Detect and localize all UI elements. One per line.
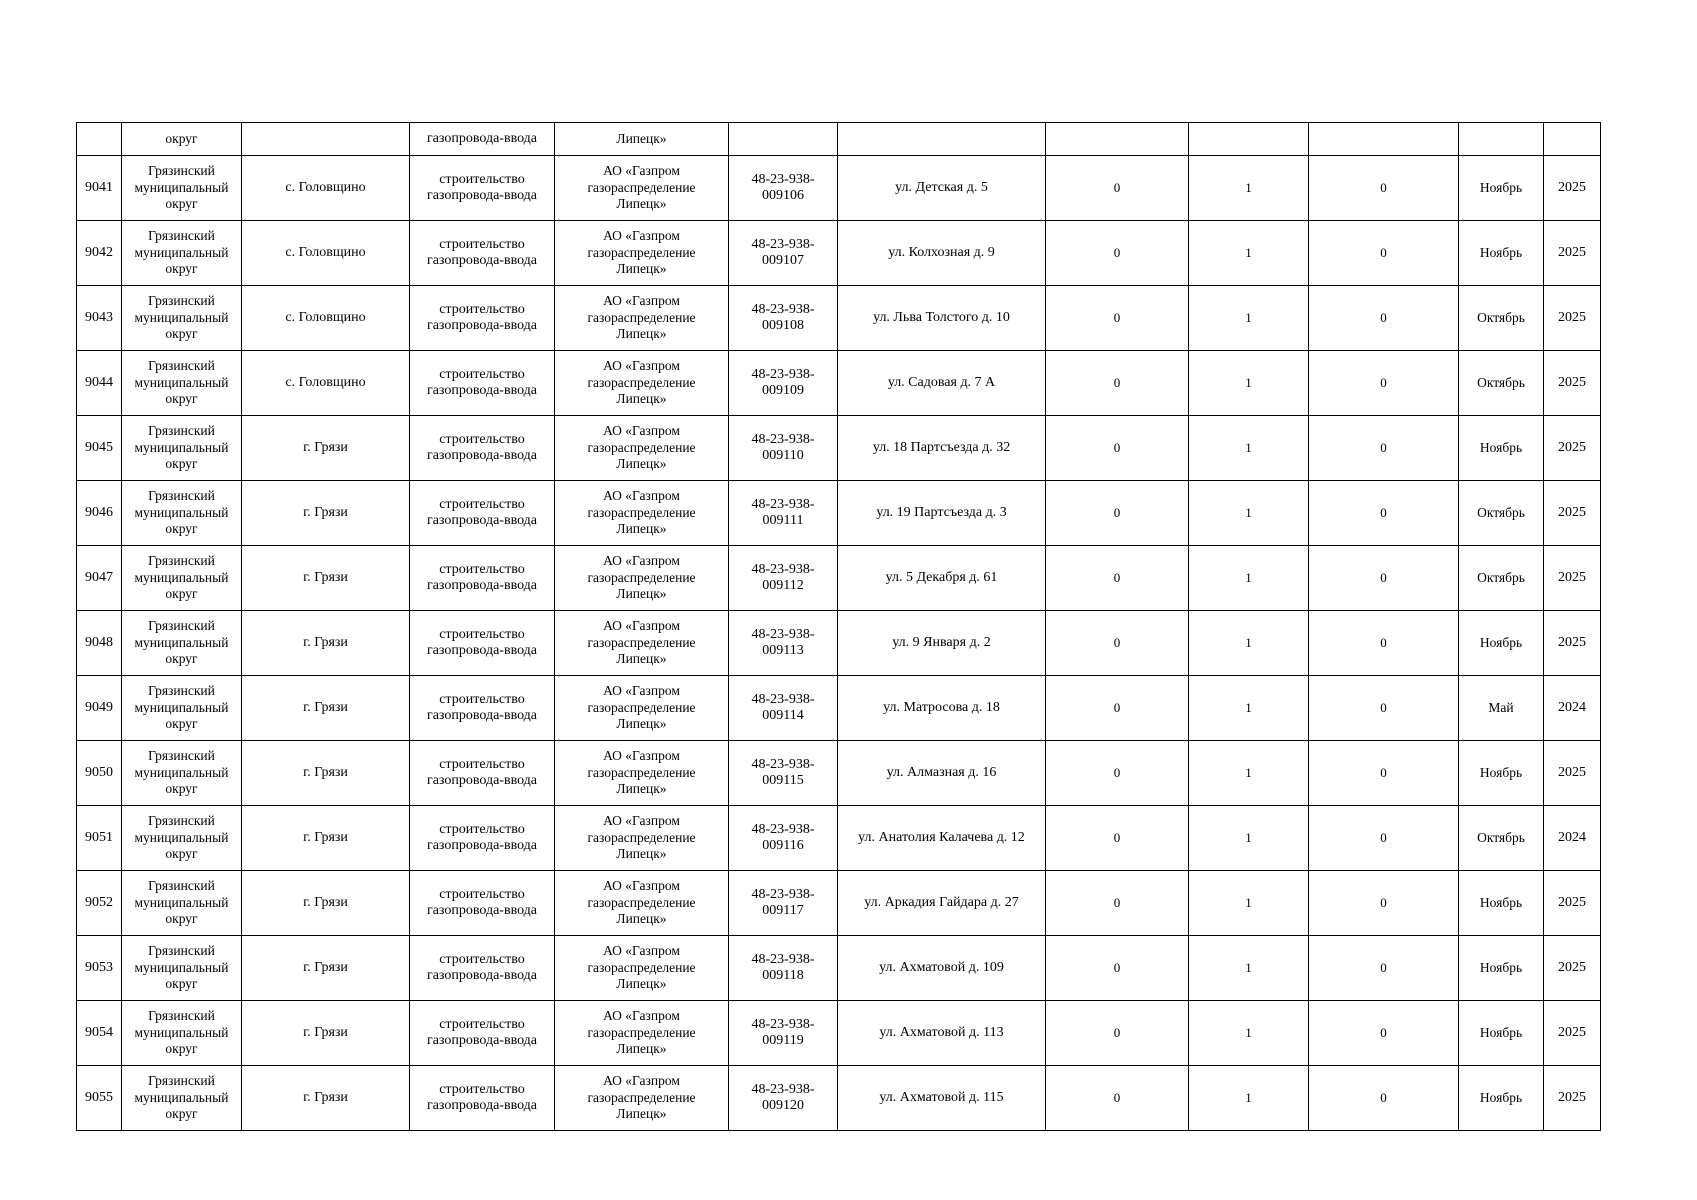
cell-col8: 0 (1046, 481, 1189, 546)
cell-code: 48-23-938- 009119 (729, 1001, 838, 1066)
cell-district: Грязинский муниципальный округ (122, 611, 242, 676)
cell-year: 2025 (1544, 871, 1601, 936)
cell-work-type: строительство газопровода-ввода (410, 546, 555, 611)
table-row (77, 286, 1601, 351)
cell-col10: 0 (1309, 741, 1459, 806)
table-row (77, 1066, 1601, 1131)
cell-locality: с. Головщино (242, 221, 410, 286)
cell-num: 9047 (77, 546, 122, 611)
cell-organization: АО «Газпром газораспределение Липецк» (555, 286, 729, 351)
cell-col10: 0 (1309, 416, 1459, 481)
cell-district: Грязинский муниципальный округ (122, 1001, 242, 1066)
cell-address: ул. Садовая д. 7 А (838, 351, 1046, 416)
cell-code: 48-23-938- 009110 (729, 416, 838, 481)
cell-col8: 0 (1046, 806, 1189, 871)
table-row-continued (77, 123, 1601, 156)
cell-year: 2025 (1544, 351, 1601, 416)
cell-code: 48-23-938- 009115 (729, 741, 838, 806)
cell-col10: 0 (1309, 286, 1459, 351)
cell-col8: 0 (1046, 221, 1189, 286)
cell-month: Октябрь (1459, 546, 1544, 611)
cell-work-type: строительство газопровода-ввода (410, 1066, 555, 1131)
cell-year: 2025 (1544, 936, 1601, 1001)
cell-col8: 0 (1046, 1066, 1189, 1131)
cell-district: Грязинский муниципальный округ (122, 351, 242, 416)
cell-num: 9044 (77, 351, 122, 416)
cell-num: 9052 (77, 871, 122, 936)
cell-col9: 1 (1189, 351, 1309, 416)
data-table (76, 122, 1601, 1131)
cell-num: 9048 (77, 611, 122, 676)
cell-year: 2025 (1544, 741, 1601, 806)
cell-year: 2025 (1544, 156, 1601, 221)
cell-organization: АО «Газпром газораспределение Липецк» (555, 806, 729, 871)
cell-address (838, 123, 1046, 156)
cell-code: 48-23-938- 009120 (729, 1066, 838, 1131)
cell-district: округ (122, 123, 242, 156)
table-body (77, 123, 1601, 1131)
table-row (77, 806, 1601, 871)
table-row (77, 351, 1601, 416)
cell-address: ул. Алмазная д. 16 (838, 741, 1046, 806)
cell-month: Ноябрь (1459, 221, 1544, 286)
cell-num: 9051 (77, 806, 122, 871)
cell-address: ул. 18 Партсъезда д. 32 (838, 416, 1046, 481)
cell-locality: г. Грязи (242, 481, 410, 546)
cell-address: ул. Анатолия Калачева д. 12 (838, 806, 1046, 871)
cell-address: ул. Льва Толстого д. 10 (838, 286, 1046, 351)
cell-address: ул. Аркадия Гайдара д. 27 (838, 871, 1046, 936)
cell-year: 2025 (1544, 286, 1601, 351)
cell-code: 48-23-938- 009106 (729, 156, 838, 221)
cell-locality: г. Грязи (242, 806, 410, 871)
cell-locality: с. Головщино (242, 286, 410, 351)
cell-col9: 1 (1189, 416, 1309, 481)
table-row (77, 611, 1601, 676)
cell-organization: АО «Газпром газораспределение Липецк» (555, 871, 729, 936)
cell-col10: 0 (1309, 156, 1459, 221)
cell-district: Грязинский муниципальный округ (122, 481, 242, 546)
cell-organization: АО «Газпром газораспределение Липецк» (555, 351, 729, 416)
cell-col10: 0 (1309, 546, 1459, 611)
table-row (77, 871, 1601, 936)
cell-district: Грязинский муниципальный округ (122, 936, 242, 1001)
cell-address: ул. Матросова д. 18 (838, 676, 1046, 741)
cell-month: Октябрь (1459, 806, 1544, 871)
cell-num: 9053 (77, 936, 122, 1001)
cell-col8: 0 (1046, 936, 1189, 1001)
cell-locality: с. Головщино (242, 156, 410, 221)
cell-locality: г. Грязи (242, 871, 410, 936)
cell-col8: 0 (1046, 156, 1189, 221)
cell-col10: 0 (1309, 806, 1459, 871)
cell-month (1459, 123, 1544, 156)
cell-locality: г. Грязи (242, 416, 410, 481)
cell-locality: г. Грязи (242, 546, 410, 611)
cell-organization: АО «Газпром газораспределение Липецк» (555, 676, 729, 741)
cell-col8: 0 (1046, 611, 1189, 676)
cell-district: Грязинский муниципальный округ (122, 286, 242, 351)
cell-month: Ноябрь (1459, 936, 1544, 1001)
cell-code: 48-23-938- 009117 (729, 871, 838, 936)
cell-district: Грязинский муниципальный округ (122, 416, 242, 481)
cell-year (1544, 123, 1601, 156)
cell-col10: 0 (1309, 351, 1459, 416)
cell-work-type: строительство газопровода-ввода (410, 351, 555, 416)
cell-work-type: строительство газопровода-ввода (410, 481, 555, 546)
cell-code: 48-23-938- 009112 (729, 546, 838, 611)
cell-col8: 0 (1046, 416, 1189, 481)
cell-month: Ноябрь (1459, 871, 1544, 936)
cell-organization: АО «Газпром газораспределение Липецк» (555, 481, 729, 546)
cell-organization: АО «Газпром газораспределение Липецк» (555, 1066, 729, 1131)
cell-col8: 0 (1046, 546, 1189, 611)
cell-work-type: строительство газопровода-ввода (410, 676, 555, 741)
cell-num: 9050 (77, 741, 122, 806)
cell-work-type: строительство газопровода-ввода (410, 221, 555, 286)
cell-col9: 1 (1189, 286, 1309, 351)
cell-address: ул. Колхозная д. 9 (838, 221, 1046, 286)
cell-col8: 0 (1046, 286, 1189, 351)
cell-year: 2025 (1544, 221, 1601, 286)
cell-work-type: строительство газопровода-ввода (410, 156, 555, 221)
cell-year: 2025 (1544, 416, 1601, 481)
cell-district: Грязинский муниципальный округ (122, 156, 242, 221)
cell-col9: 1 (1189, 221, 1309, 286)
cell-col9: 1 (1189, 806, 1309, 871)
cell-district: Грязинский муниципальный округ (122, 806, 242, 871)
cell-organization: АО «Газпром газораспределение Липецк» (555, 936, 729, 1001)
cell-num: 9043 (77, 286, 122, 351)
cell-month: Ноябрь (1459, 156, 1544, 221)
cell-col9: 1 (1189, 611, 1309, 676)
cell-year: 2024 (1544, 676, 1601, 741)
cell-district: Грязинский муниципальный округ (122, 1066, 242, 1131)
cell-code: 48-23-938- 009108 (729, 286, 838, 351)
cell-year: 2024 (1544, 806, 1601, 871)
cell-locality: с. Головщино (242, 351, 410, 416)
cell-col9: 1 (1189, 481, 1309, 546)
cell-address: ул. Ахматовой д. 109 (838, 936, 1046, 1001)
cell-address: ул. Детская д. 5 (838, 156, 1046, 221)
cell-locality: г. Грязи (242, 676, 410, 741)
cell-num (77, 123, 122, 156)
cell-year: 2025 (1544, 546, 1601, 611)
cell-code: 48-23-938- 009113 (729, 611, 838, 676)
cell-col10: 0 (1309, 936, 1459, 1001)
cell-col9: 1 (1189, 676, 1309, 741)
cell-col10: 0 (1309, 871, 1459, 936)
cell-work-type: строительство газопровода-ввода (410, 416, 555, 481)
cell-col8: 0 (1046, 676, 1189, 741)
cell-month: Октябрь (1459, 481, 1544, 546)
cell-col10: 0 (1309, 1001, 1459, 1066)
cell-num: 9046 (77, 481, 122, 546)
cell-work-type: строительство газопровода-ввода (410, 611, 555, 676)
cell-num: 9055 (77, 1066, 122, 1131)
cell-locality: г. Грязи (242, 1001, 410, 1066)
cell-col10 (1309, 123, 1459, 156)
cell-col9: 1 (1189, 871, 1309, 936)
cell-locality: г. Грязи (242, 611, 410, 676)
cell-col9: 1 (1189, 1001, 1309, 1066)
cell-num: 9054 (77, 1001, 122, 1066)
cell-locality (242, 123, 410, 156)
cell-col8: 0 (1046, 741, 1189, 806)
cell-num: 9045 (77, 416, 122, 481)
cell-col9: 1 (1189, 546, 1309, 611)
cell-code (729, 123, 838, 156)
cell-organization: АО «Газпром газораспределение Липецк» (555, 611, 729, 676)
table-row (77, 1001, 1601, 1066)
cell-locality: г. Грязи (242, 741, 410, 806)
cell-year: 2025 (1544, 611, 1601, 676)
cell-col9: 1 (1189, 156, 1309, 221)
cell-month: Ноябрь (1459, 1001, 1544, 1066)
table-row (77, 156, 1601, 221)
cell-col9: 1 (1189, 936, 1309, 1001)
cell-work-type: строительство газопровода-ввода (410, 871, 555, 936)
cell-month: Октябрь (1459, 286, 1544, 351)
cell-code: 48-23-938- 009116 (729, 806, 838, 871)
cell-col8: 0 (1046, 351, 1189, 416)
table-row (77, 416, 1601, 481)
cell-district: Грязинский муниципальный округ (122, 676, 242, 741)
cell-num: 9041 (77, 156, 122, 221)
cell-organization: Липецк» (555, 123, 729, 156)
table-row (77, 221, 1601, 286)
cell-work-type: строительство газопровода-ввода (410, 741, 555, 806)
cell-work-type: строительство газопровода-ввода (410, 1001, 555, 1066)
cell-month: Ноябрь (1459, 741, 1544, 806)
cell-locality: г. Грязи (242, 936, 410, 1001)
cell-col10: 0 (1309, 611, 1459, 676)
cell-district: Грязинский муниципальный округ (122, 741, 242, 806)
cell-address: ул. Ахматовой д. 115 (838, 1066, 1046, 1131)
cell-organization: АО «Газпром газораспределение Липецк» (555, 156, 729, 221)
cell-col9: 1 (1189, 1066, 1309, 1131)
cell-code: 48-23-938- 009109 (729, 351, 838, 416)
cell-code: 48-23-938- 009111 (729, 481, 838, 546)
cell-month: Ноябрь (1459, 416, 1544, 481)
table-row (77, 481, 1601, 546)
cell-col9 (1189, 123, 1309, 156)
cell-year: 2025 (1544, 1066, 1601, 1131)
table-row (77, 676, 1601, 741)
cell-work-type: строительство газопровода-ввода (410, 806, 555, 871)
cell-organization: АО «Газпром газораспределение Липецк» (555, 1001, 729, 1066)
cell-district: Грязинский муниципальный округ (122, 546, 242, 611)
cell-address: ул. 19 Партсъезда д. 3 (838, 481, 1046, 546)
cell-year: 2025 (1544, 481, 1601, 546)
cell-col10: 0 (1309, 481, 1459, 546)
cell-year: 2025 (1544, 1001, 1601, 1066)
cell-col10: 0 (1309, 221, 1459, 286)
cell-organization: АО «Газпром газораспределение Липецк» (555, 546, 729, 611)
cell-district: Грязинский муниципальный округ (122, 221, 242, 286)
cell-month: Ноябрь (1459, 611, 1544, 676)
cell-code: 48-23-938- 009114 (729, 676, 838, 741)
cell-address: ул. 9 Января д. 2 (838, 611, 1046, 676)
cell-num: 9049 (77, 676, 122, 741)
cell-month: Ноябрь (1459, 1066, 1544, 1131)
cell-work-type: строительство газопровода-ввода (410, 936, 555, 1001)
cell-num: 9042 (77, 221, 122, 286)
cell-col8: 0 (1046, 871, 1189, 936)
cell-code: 48-23-938- 009118 (729, 936, 838, 1001)
cell-month: Октябрь (1459, 351, 1544, 416)
cell-organization: АО «Газпром газораспределение Липецк» (555, 416, 729, 481)
cell-organization: АО «Газпром газораспределение Липецк» (555, 221, 729, 286)
cell-work-type: газопровода-ввода (410, 123, 555, 156)
cell-work-type: строительство газопровода-ввода (410, 286, 555, 351)
cell-col10: 0 (1309, 1066, 1459, 1131)
cell-locality: г. Грязи (242, 1066, 410, 1131)
table-row (77, 546, 1601, 611)
cell-address: ул. 5 Декабря д. 61 (838, 546, 1046, 611)
cell-code: 48-23-938- 009107 (729, 221, 838, 286)
cell-col10: 0 (1309, 676, 1459, 741)
table-row (77, 741, 1601, 806)
table-row (77, 936, 1601, 1001)
cell-district: Грязинский муниципальный округ (122, 871, 242, 936)
cell-organization: АО «Газпром газораспределение Липецк» (555, 741, 729, 806)
cell-col9: 1 (1189, 741, 1309, 806)
cell-address: ул. Ахматовой д. 113 (838, 1001, 1046, 1066)
cell-month: Май (1459, 676, 1544, 741)
cell-col8: 0 (1046, 1001, 1189, 1066)
cell-col8 (1046, 123, 1189, 156)
